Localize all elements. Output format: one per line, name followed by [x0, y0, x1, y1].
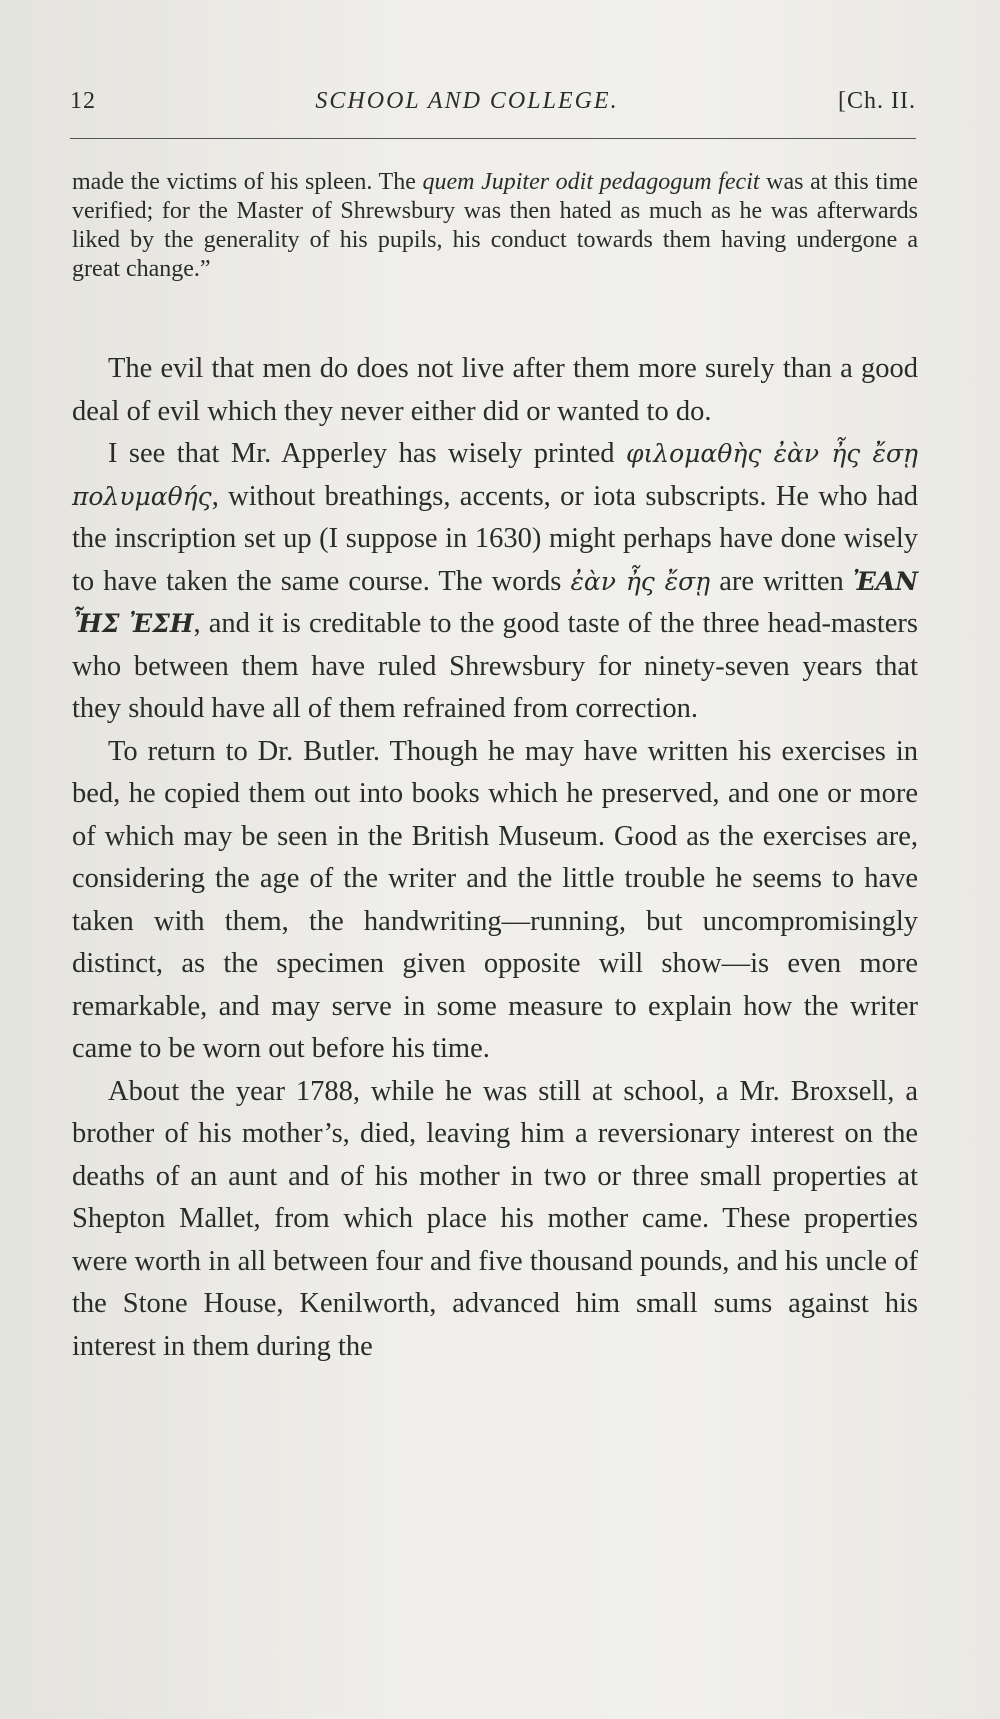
block-quote [72, 168, 918, 284]
chapter-label: [Ch. II. [838, 88, 916, 114]
page-number: 12 [70, 88, 96, 114]
greek-inscription: φιλομαθὴς ἐὰν ἦς ἔσῃ πολυμαθής [72, 439, 918, 511]
p2-text-a: I see that Mr. Apperley has wisely printed [108, 438, 626, 469]
header-rule [70, 138, 916, 139]
quote-text-1: made the victims of his spleen. The [72, 169, 423, 195]
page-header [70, 88, 916, 115]
running-title: SCHOOL AND COLLEGE. [315, 88, 619, 114]
p2-text-c: are written [710, 565, 853, 597]
paragraph-3: To return to Dr. Butler. Though he may have written his exercises in bed, he copied them out into books which he preserved, and one or more of which may be seen in the British Museum. Good as the exercises are, considering the age of the writer and the little trouble he seems to have taken with them, the handwriting—running, but uncompromisingly distinct, as the specimen given opposite will show—is even more remarkable, and may serve in some measure to explain how the writer came to be worn out before his time. [72, 735, 918, 1064]
p2-text-d: , and it is creditable to the good taste of the three head-masters who between them have ruled Shrewsbury for ninety-seven years that they should have all of them refrained from correction. [72, 608, 918, 724]
paragraph-4: About the year 1788, while he was still at school, a Mr. Broxsell, a brother of his mother’s, died, leaving him a reversionary interest on the deaths of an aunt and of his mother in two or three small properties at Shepton Mallet, from which place his mother came. These properties were worth in all between four and five thousand pounds, and his uncle of the Stone House, Kenilworth, advanced him small sums against his interest in them during the [72, 1075, 918, 1362]
latin-phrase: quem Jupiter odit pedagogum fecit [422, 169, 760, 195]
p2-text-b: , without breathings, accents, or iota subscripts. He who had the inscription set up (I suppose in 1630) might perhaps have done wisely to have taken the same course. The words [72, 480, 918, 597]
greek-words: ἐὰν ἦς ἔσῃ [570, 566, 711, 596]
paragraph-1: The evil that men do does not live after them more surely than a good deal of evil which they never either did or wanted to do. [72, 353, 918, 427]
paragraph-2 [72, 433, 918, 731]
quote-text-2: was at this time verified; for the Master of Shrewsbury was then hated as much as he was afterwards liked by the generality of his pupils, his conduct towards them having undergone a great change.” [72, 169, 919, 282]
body-text [72, 348, 918, 1368]
greek-capitals: ἘΑΝ ἮΣ ἘΣΗ [72, 566, 919, 638]
